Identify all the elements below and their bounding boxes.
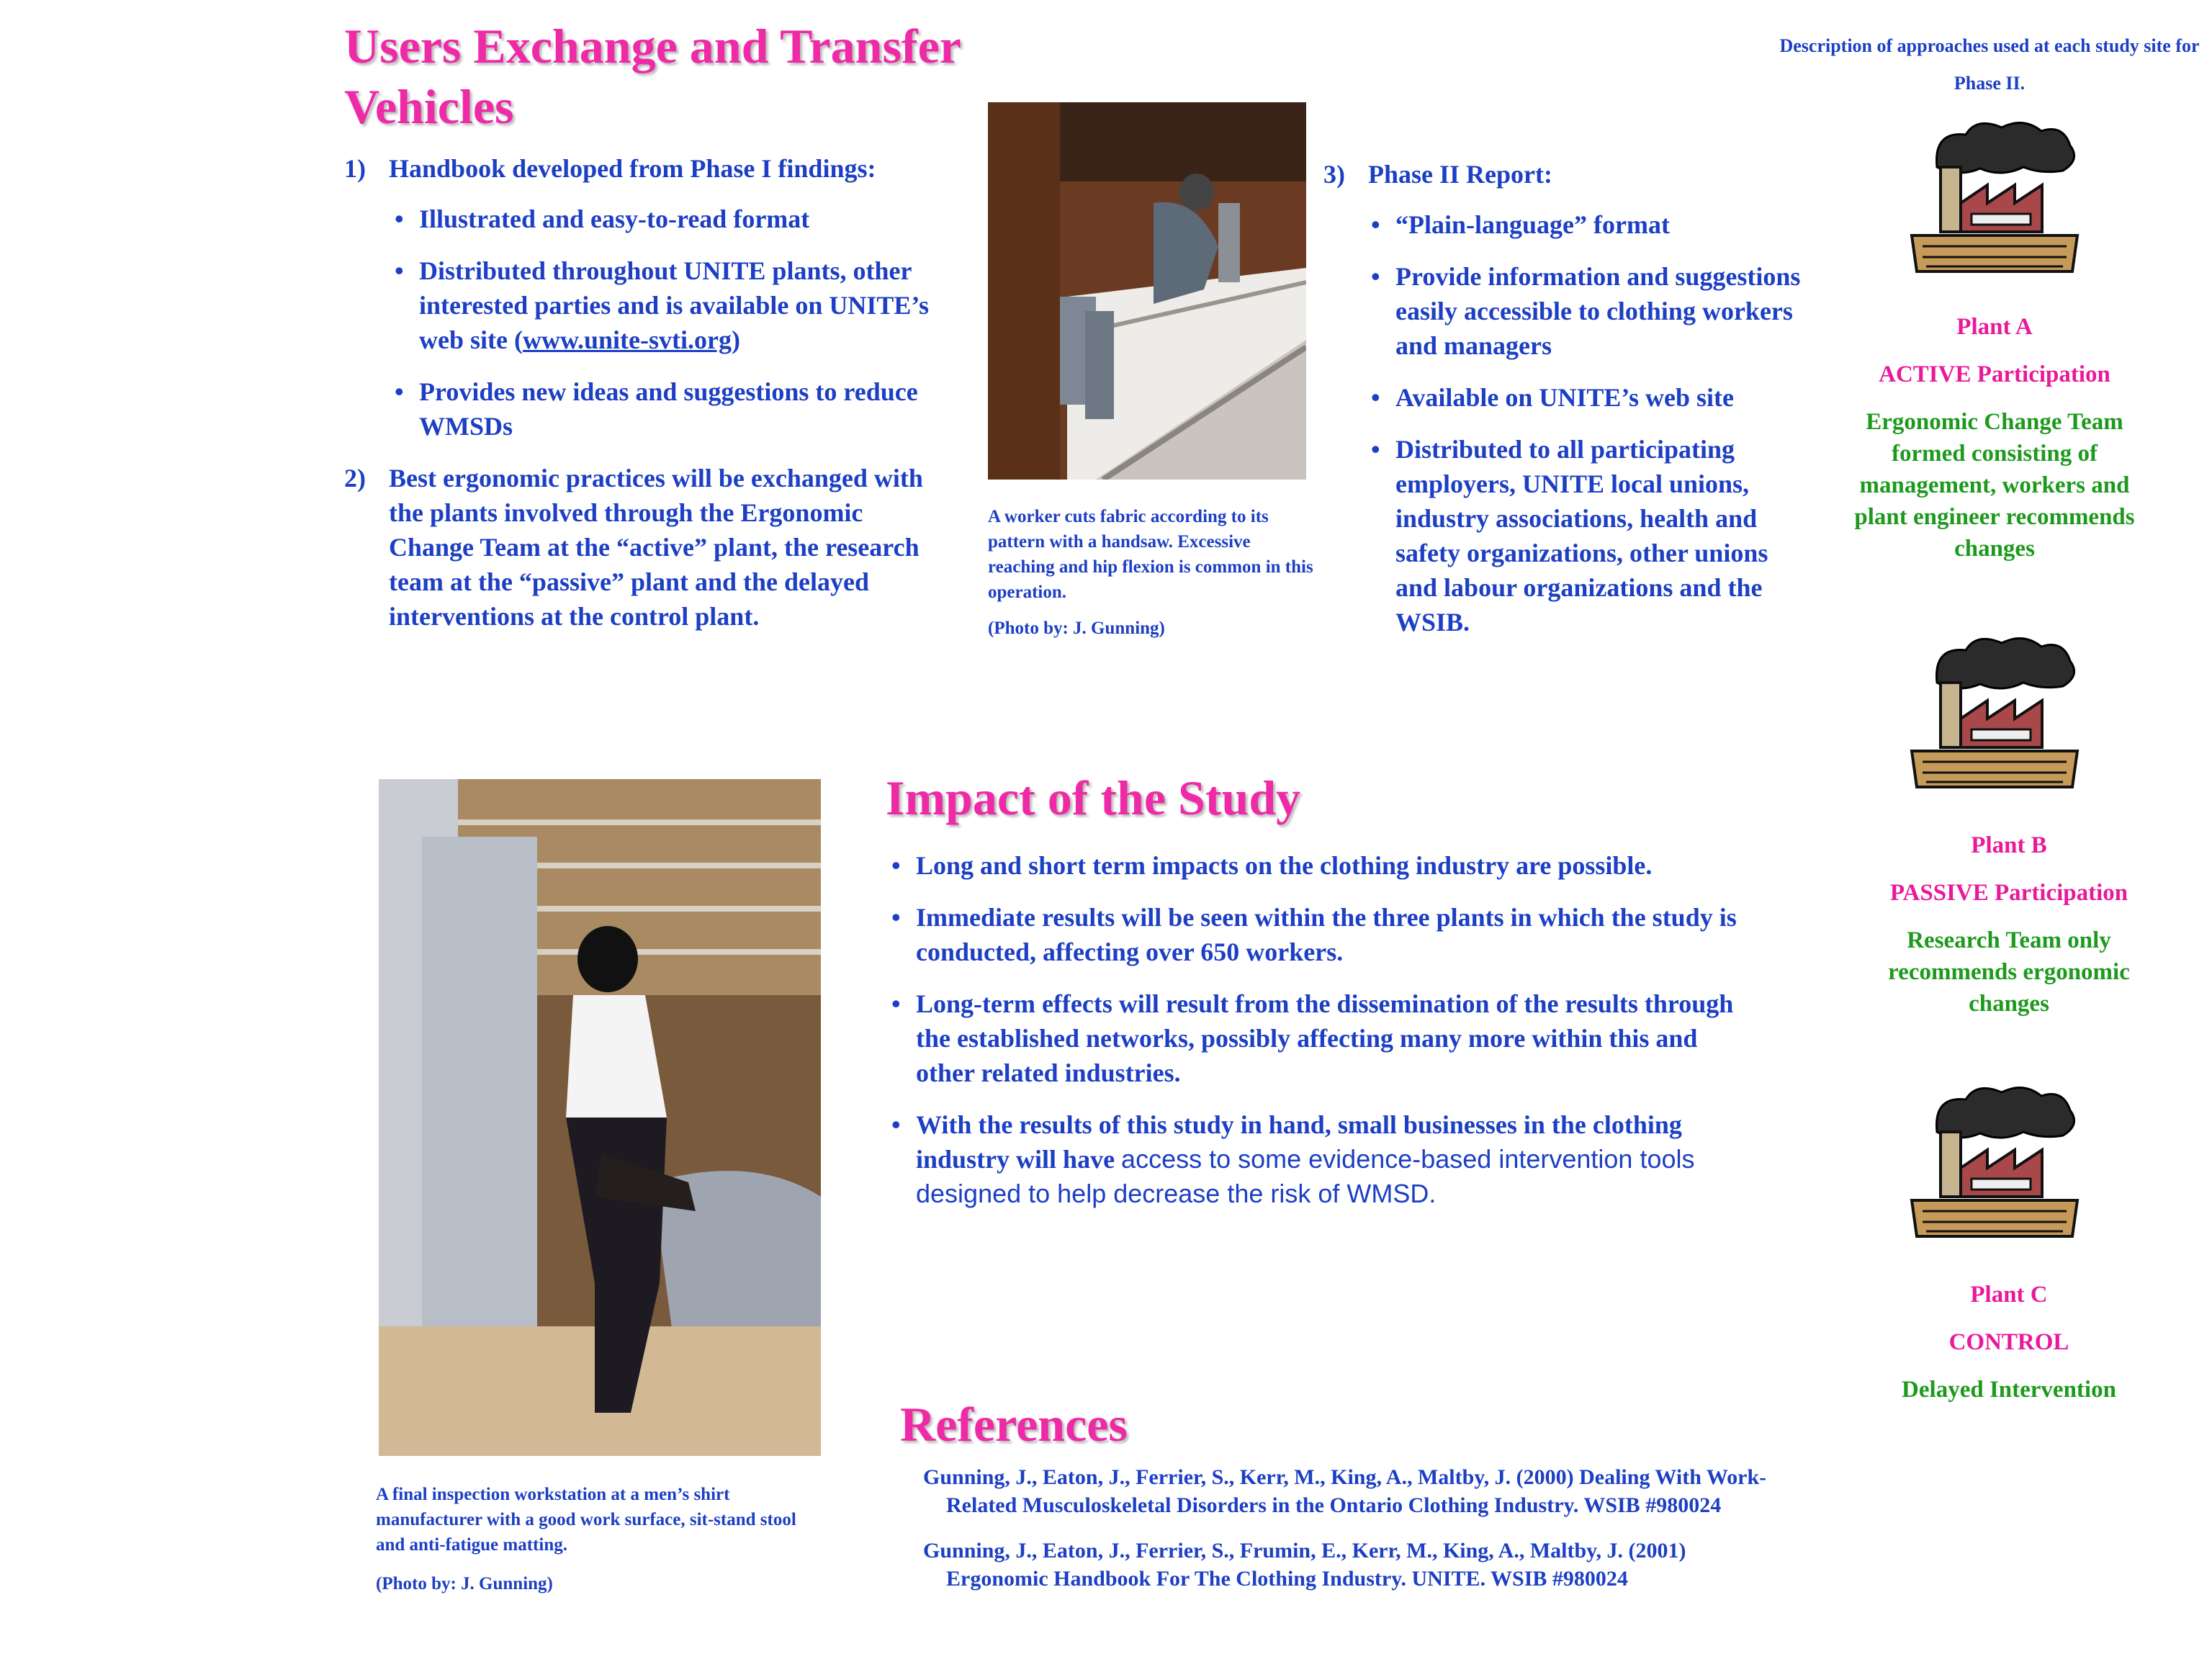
item3-text: Phase II Report:	[1368, 160, 1552, 189]
item2	[344, 461, 942, 634]
reference-item: Gunning, J., Eaton, J., Ferrier, S., Frumin, E., Kerr, M., King, A., Maltby, J. (2001) Ergonomic Handbook For The Clothing Industry. UNITE. WSIB #980024	[923, 1539, 1686, 1591]
list-item-text: Distributed throughout UNITE plants, other interested parties and is available on UNITE’s web site (	[419, 256, 930, 354]
item3-block	[1323, 157, 1813, 657]
photo2-caption: A final inspection workstation at a men’s shirt manufacturer with a good work surface, sit-stand stool and anti-fatigue matting.	[376, 1485, 796, 1555]
factory-icon	[1908, 117, 2081, 289]
list-item-text-sans: access to some evidence-based intervention tools designed to help decrease the risk of WMSD.	[916, 1144, 1695, 1208]
item1-text: Handbook developed from Phase I findings:	[389, 154, 876, 183]
references-list	[923, 1463, 1773, 1610]
list-item: • Illustrated and easy-to-read format	[395, 202, 942, 236]
sidebar-description: Description of approaches used at each study site for Phase II.	[1779, 35, 2200, 94]
plant-c-name: Plant C	[1970, 1282, 2048, 1308]
inspection-workstation-photo	[379, 779, 821, 1456]
item1-bullets	[395, 202, 942, 444]
photo1-credit: (Photo by: J. Gunning)	[988, 619, 1165, 638]
item3-number: 3)	[1323, 160, 1345, 189]
list-item	[891, 1107, 1755, 1211]
list-item: • “Plain-language” format	[1371, 207, 1813, 242]
list-item: • Immediate results will be seen within the three plants in which the study is conducted, affecting over 650 workers.	[891, 900, 1755, 969]
photo1-caption: A worker cuts fabric according to its pattern with a handsaw. Excessive reaching and hip flexion is common in this operation.	[988, 507, 1313, 602]
item2-number: 2)	[344, 464, 366, 493]
factory-icon	[1908, 632, 2081, 805]
list-item: • Provide information and suggestions easily accessible to clothing workers and managers	[1371, 259, 1813, 363]
item2-text: Best ergonomic practices will be exchanged with the plants involved through the Ergonomic Change Team at the “active” plant, the research team at the “passive” plant and the delayed interventions at the control plant.	[389, 464, 923, 631]
fabric-cutting-photo	[988, 102, 1306, 480]
plant-b-name: Plant B	[1971, 832, 2047, 858]
plant-a-detail: Ergonomic Change Team formed consisting of management, workers and plant engineer recommends changes	[1854, 409, 2135, 562]
plant-c-mode: CONTROL	[1948, 1329, 2069, 1355]
factory-icon	[1908, 1082, 2081, 1254]
item1	[344, 151, 942, 186]
reference-item: Gunning, J., Eaton, J., Ferrier, S., Kerr, M., King, A., Maltby, J. (2000) Dealing With Work-Related Musculoskeletal Disorders in the Ontario Clothing Industry. WSIB #980024	[923, 1465, 1767, 1517]
plant-a-name: Plant A	[1956, 314, 2033, 340]
impact-title: Impact of the Study	[886, 770, 1301, 825]
item1-number: 1)	[344, 154, 366, 183]
plant-a-mode: ACTIVE Participation	[1879, 361, 2110, 387]
website-link[interactable]: www.unite-svti.org	[522, 325, 732, 354]
section1-title: Users Exchange and Transfer Vehicles	[344, 19, 961, 134]
list-item-text: With the results of this study in hand, small businesses in the clothing industry will have	[916, 1110, 1682, 1174]
list-item	[395, 253, 942, 357]
item3	[1323, 157, 1813, 192]
plant-c-detail: Delayed Intervention	[1902, 1377, 2116, 1403]
list-item: • Long-term effects will result from the dissemination of the results through the established networks, possibly affecting many more within this and other related industries.	[891, 986, 1755, 1090]
list-item: • Available on UNITE’s web site	[1371, 380, 1813, 415]
link-close: )	[731, 325, 740, 354]
section1-list	[344, 151, 942, 634]
plant-b-mode: PASSIVE Participation	[1889, 880, 2128, 906]
list-item: • Long and short term impacts on the clothing industry are possible.	[891, 848, 1755, 883]
photo2-credit: (Photo by: J. Gunning)	[376, 1574, 553, 1593]
list-item: • Provides new ideas and suggestions to reduce WMSDs	[395, 374, 942, 444]
list-item: • Distributed to all participating employers, UNITE local unions, industry associations, health and safety organizations, other unions and labour organizations and the WSIB.	[1371, 432, 1813, 639]
plant-b-detail: Research Team only recommends ergonomic changes	[1888, 927, 2130, 1017]
item3-bullets	[1371, 207, 1813, 639]
impact-bullets	[891, 848, 1755, 1228]
references-title: References	[900, 1397, 1128, 1452]
